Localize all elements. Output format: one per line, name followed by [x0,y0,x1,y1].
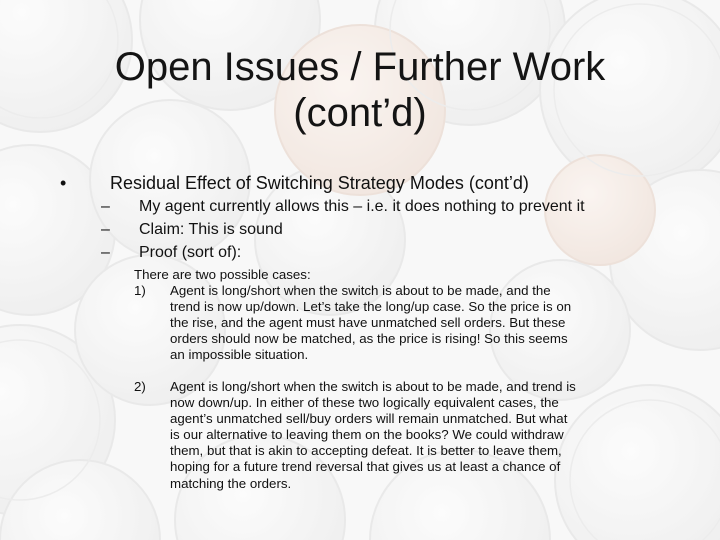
case-line: orders should now be matched, as the price is rising! So this seems [170,331,568,347]
slide-title-line-1: Open Issues / Further Work [114,45,606,89]
sub-item-text: My agent currently allows this – i.e. it does nothing to prevent it [139,198,585,215]
slide-title [40,44,680,136]
case-line: them, but that is akin to accepting defeat. It is better to leave them, [170,443,562,459]
case-line: trend is now up/down. Let’s take the long/up case. So the price is on [170,299,572,315]
case-line: matching the orders. [170,475,292,491]
case-line: is our alternative to leaving them on the books? We could withdraw [170,427,564,443]
case-line: Agent is long/short when the switch is about to be made, and trend is [170,379,576,394]
case-text [170,379,690,492]
case-text [170,283,690,363]
case-line: hoping for a future trend reversal that gives us at least a chance of [170,459,561,475]
sub-item-marker: – [101,221,110,238]
proof-intro: There are two possible cases: [134,267,311,282]
case-line: agent’s unmatched sell/buy orders will remain unmatched. But what [170,411,568,427]
sub-item [101,242,681,264]
proof-block [134,267,674,283]
sub-item [101,219,681,241]
sub-item [101,196,681,218]
bullet-text: Residual Effect of Switching Strategy Modes (cont’d) [110,173,529,193]
case-number: 2) [134,379,146,394]
case-number: 1) [134,283,146,298]
sub-item-text: Claim: This is sound [139,221,283,238]
sub-item-text: Proof (sort of): [139,244,242,261]
bullet-marker: • [60,173,67,193]
case-line: the rise, and the agent must have unmatched sell orders. But these [170,315,566,331]
sub-item-marker: – [101,198,110,215]
case-line: an impossible situation. [170,347,309,363]
sub-item-marker: – [101,244,110,261]
case-line: Agent is long/short when the switch is about to be made, and the [170,283,551,298]
slide-title-line-2: (cont’d) [293,91,427,135]
case-line: now down/up. In either of these two logically equivalent cases, the [170,395,559,411]
